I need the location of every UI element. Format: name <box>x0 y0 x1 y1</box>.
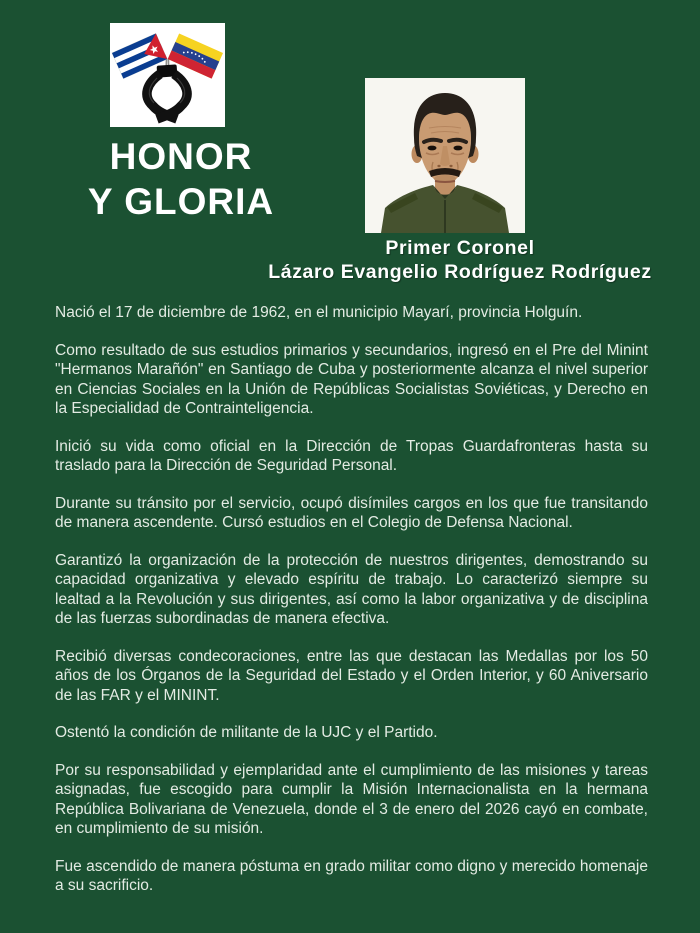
bio-paragraph: Garantizó la organización de la protección de nuestros dirigentes, demostrando su capacidad organizativa y elevado espíritu de trabajo. Lo caracterizó siempre su lealtad a la Revolución y sus dirigentes, así como la labor organizativa y de disciplina de las fuerzas subordinadas de manera efectiva. <box>55 551 648 627</box>
flags-emblem-box <box>110 23 225 127</box>
bio-paragraph: Nació el 17 de diciembre de 1962, en el municipio Mayarí, provincia Holguín. <box>55 304 583 321</box>
honor-title <box>40 134 322 224</box>
honor-title-line2: Y GLORIA <box>87 181 275 222</box>
portrait-caption <box>228 236 692 284</box>
portrait-photo <box>365 78 525 233</box>
biography <box>55 303 648 914</box>
name-label: Lázaro Evangelio Rodríguez Rodríguez <box>268 261 652 283</box>
bio-paragraph: Durante su tránsito por el servicio, ocupó disímiles cargos en los que fue transitando de manera ascendente. Cursó estudios en el Colegio de Defensa Nacional. <box>55 494 648 531</box>
bio-paragraph: Recibió diversas condecoraciones, entre las que destacan las Medallas por los 50 años de los Órganos de la Seguridad del Estado y el Orden Interior, y 60 Aniversario de las FAR y el MININT. <box>55 647 648 704</box>
honor-title-line1: HONOR <box>109 136 253 177</box>
bio-paragraph: Fue ascendido de manera póstuma en grado militar como digno y merecido homenaje a su sacrificio. <box>55 857 648 894</box>
officer-portrait-icon <box>365 78 525 233</box>
bio-paragraph: Ostentó la condición de militante de la UJC y el Partido. <box>55 724 438 741</box>
bio-paragraph: Por su responsabilidad y ejemplaridad ante el cumplimiento de las misiones y tareas asignadas, fue escogido para cumplir la Misión Internacionalista en la hermana República Bolivariana de Venezuela, donde el 3 de enero del 2026 cayó en combate, en cumplimiento de su misión. <box>55 761 648 837</box>
bio-paragraph: Inició su vida como oficial en la Dirección de Tropas Guardafronteras hasta su traslado para la Dirección de Seguridad Personal. <box>55 437 648 474</box>
cuba-venezuela-mourning-ribbon-icon <box>110 23 225 127</box>
rank-label: Primer Coronel <box>385 237 535 259</box>
bio-paragraph: Como resultado de sus estudios primarios y secundarios, ingresó en el Pre del Minint "Hermanos Marañón" en Santiago de Cuba y posteriormente alcanza el nivel superior en Ciencias Sociales en la Unión de Repúblicas Socialistas Soviéticas, y Derecho en la Especialidad de Contrainteligencia. <box>55 341 648 417</box>
